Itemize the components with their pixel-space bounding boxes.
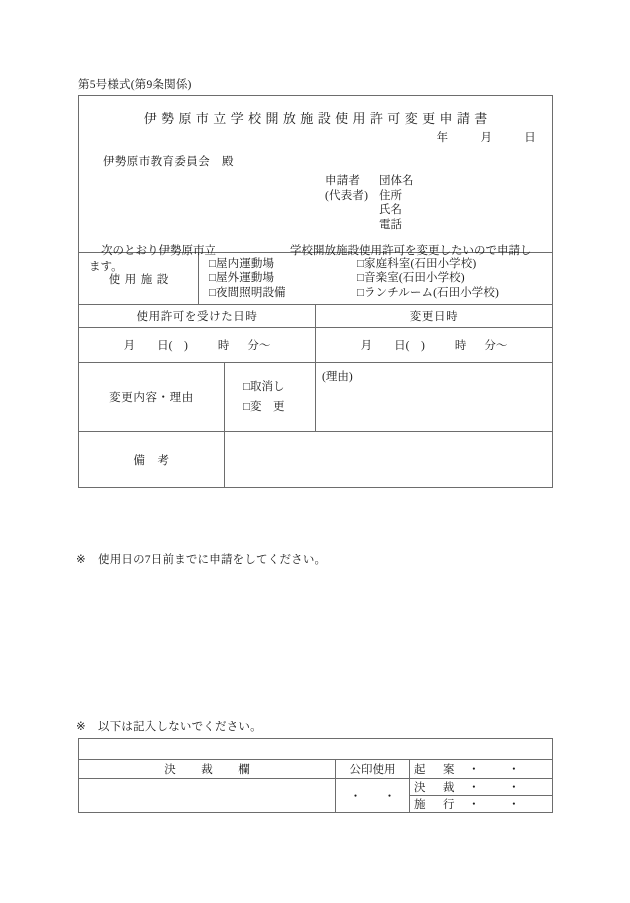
year-label: 年 <box>436 132 449 144</box>
day-label: 日( ) <box>157 340 188 353</box>
change-option-label: 取消し <box>249 381 285 394</box>
stage-dot-2: ・ <box>508 764 520 776</box>
reason-input-cell[interactable] <box>316 363 553 432</box>
application-statement <box>89 243 544 275</box>
approval-table <box>78 738 553 813</box>
hour-label: 時 <box>217 340 230 353</box>
facility-label: 家庭科室(石田小学校) <box>364 258 477 270</box>
seal-usage-cell[interactable] <box>336 779 410 813</box>
facility-label: ランチルーム(石田小学校) <box>364 286 499 299</box>
checkbox-icon: □ <box>357 286 365 299</box>
change-reason-row <box>79 363 553 432</box>
note-application-deadline <box>76 551 326 567</box>
checkbox-icon: □ <box>357 258 365 270</box>
approval-top-blank-cell[interactable] <box>79 739 553 760</box>
stage-name: 起 案 <box>414 764 458 776</box>
datetime-header-row <box>79 305 553 328</box>
statement-tail-2: ます。 <box>89 261 123 273</box>
facility-label: 夜間照明設備 <box>216 286 286 299</box>
form-number: 第5号様式(第9条関係) <box>78 79 192 91</box>
checkbox-icon: □ <box>209 258 217 270</box>
note-text: 以下は記入しないでください。 <box>98 721 262 733</box>
remarks-label: 備 考 <box>79 432 225 488</box>
change-option-label: 変 更 <box>249 401 285 414</box>
form-header-row <box>79 96 553 253</box>
stage-nested-table <box>410 779 552 812</box>
stage-dot-2: ・ <box>508 782 520 794</box>
stage-name: 決 裁 <box>414 782 458 794</box>
checkbox-icon: □ <box>357 272 365 285</box>
checkbox-icon: □ <box>209 286 217 299</box>
note-official-use-only <box>76 718 262 734</box>
date-line <box>437 129 536 145</box>
applicant-row-2 <box>325 189 414 204</box>
applicant-field-name: 氏名 <box>379 204 402 217</box>
approval-header-row <box>79 760 553 779</box>
stage-row-draft[interactable] <box>410 760 553 779</box>
addressee: 伊勢原市教育委員会 殿 <box>103 156 234 168</box>
stage-cell-execution[interactable] <box>410 796 552 813</box>
applicant-field-address: 住所 <box>379 189 402 202</box>
facility-checkbox-lunch-room[interactable] <box>357 286 499 300</box>
stage-rows-container <box>410 779 553 813</box>
applicant-row-3 <box>325 203 414 218</box>
facility-label: 屋内運動場 <box>216 258 275 270</box>
stage-row-execution <box>410 796 552 813</box>
change-checkbox-cancel[interactable] <box>243 377 315 397</box>
change-options <box>225 377 315 417</box>
change-reason-label: 変更内容・理由 <box>79 363 225 432</box>
minute-label: 分～ <box>247 340 271 353</box>
seal-column-header: 公印使用 <box>336 760 410 779</box>
facility-checkbox-night-lighting[interactable] <box>209 286 357 300</box>
checkbox-icon: □ <box>243 401 250 414</box>
note-mark-icon: ※ <box>76 554 86 566</box>
stage-row-decision <box>410 779 552 796</box>
applicant-row-4 <box>325 218 414 233</box>
remarks-row <box>79 432 553 488</box>
decision-column-body[interactable] <box>79 779 336 813</box>
month-label: 月 <box>480 132 493 144</box>
datetime-value-row <box>79 328 553 363</box>
applicant-label-main: 申請者 <box>325 175 361 187</box>
original-datetime-header: 使用許可を受けた日時 <box>79 305 316 328</box>
checkbox-icon: □ <box>243 381 250 394</box>
reason-label: (理由) <box>322 371 353 384</box>
stage-dot-2: ・ <box>508 799 520 811</box>
change-options-cell <box>225 363 316 432</box>
approval-body-row <box>79 779 553 813</box>
facilities-label: 使用施設 <box>79 253 199 305</box>
note-text: 使用日の7日前までに申請をしてください。 <box>98 554 327 566</box>
change-checkbox-modify[interactable] <box>243 397 315 417</box>
applicant-block <box>325 174 414 232</box>
decision-column-header: 決 裁 欄 <box>79 760 336 779</box>
day-label: 日( ) <box>394 340 425 353</box>
stage-name: 施 行 <box>414 799 458 811</box>
stage-dot-1: ・ <box>468 782 480 794</box>
document-title: 伊勢原市立学校開放施設使用許可変更申請書 <box>143 111 492 126</box>
seal-dot-2: ・ <box>383 790 396 803</box>
statement-tail: 学校開放施設使用許可を変更したいので申請し <box>290 245 532 257</box>
facility-label: 音楽室(石田小学校) <box>364 272 465 285</box>
minute-label: 分～ <box>484 340 508 353</box>
remarks-input-cell[interactable] <box>225 432 553 488</box>
day-label: 日 <box>524 132 536 144</box>
changed-datetime-field[interactable] <box>316 328 553 363</box>
original-datetime-field[interactable] <box>79 328 316 363</box>
changed-datetime-header: 変更日時 <box>316 305 553 328</box>
statement-lead: 次のとおり伊勢原市立 <box>101 245 216 257</box>
month-label: 月 <box>360 340 373 353</box>
approval-empty-top-row <box>79 739 553 760</box>
seal-dot-1: ・ <box>349 790 362 803</box>
stage-cell-decision[interactable] <box>410 779 552 796</box>
month-label: 月 <box>123 340 136 353</box>
hour-label: 時 <box>454 340 467 353</box>
stage-dot-1: ・ <box>468 799 480 811</box>
applicant-row-1 <box>325 174 414 189</box>
checkbox-icon: □ <box>209 272 217 285</box>
note-mark-icon: ※ <box>76 721 86 733</box>
applicant-field-organization: 団体名 <box>379 175 414 187</box>
stage-dot-1: ・ <box>468 764 480 776</box>
applicant-label-sub: (代表者) <box>325 189 369 202</box>
application-form-table <box>78 95 553 488</box>
applicant-field-phone: 電話 <box>379 218 402 231</box>
facility-label: 屋外運動場 <box>216 272 275 285</box>
